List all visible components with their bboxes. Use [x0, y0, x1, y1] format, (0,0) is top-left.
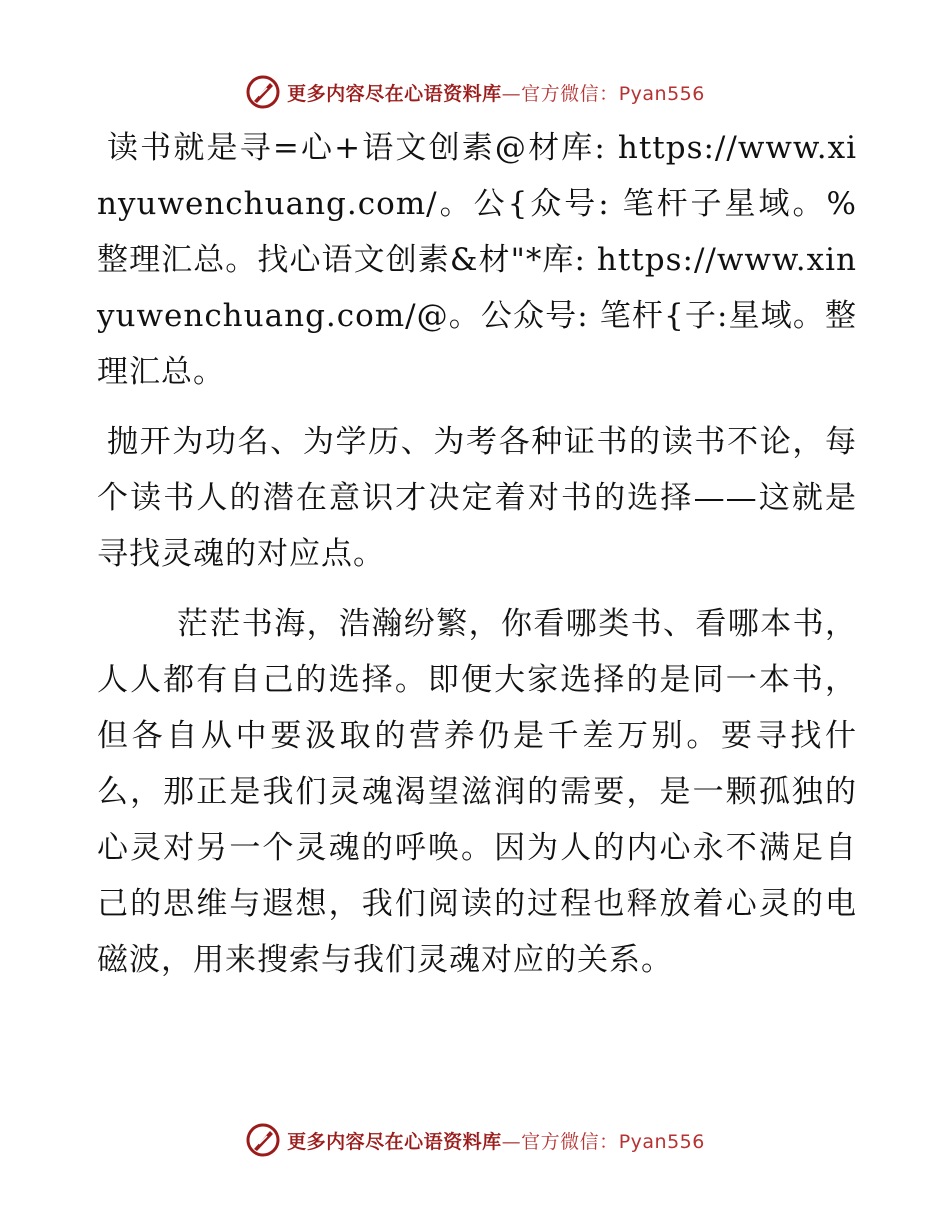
banner-dash: — [501, 1130, 522, 1153]
paragraph-1: 读书就是寻=心+语文创素@材库: https://www.xinyuwenchuang.com/。公{众号: 笔杆子星域。%整理汇总。找心语文创素&材"*库: https://www.xinyuwenchuang.com/@。公众号: 笔杆{子:星域。整理汇总。 [97, 130, 857, 390]
wechat-id: Pyan556 [618, 1130, 705, 1153]
banner-text [287, 1127, 705, 1154]
paragraph-2: 抛开为功名、为学历、为考各种证书的读书不论，每个读书人的潜在意识才决定着对书的选择——这就是寻找灵魂的对应点。 [97, 424, 857, 572]
wechat-label: 官方微信： [521, 82, 619, 105]
red-quill-logo-icon [245, 74, 281, 110]
wechat-label: 官方微信： [521, 1130, 619, 1153]
document-body [97, 120, 857, 1002]
site-text: 更多内容尽在心语资料库 [287, 82, 502, 105]
header-banner [0, 72, 950, 112]
banner-dash: — [501, 82, 522, 105]
banner-text [287, 79, 705, 106]
site-text: 更多内容尽在心语资料库 [287, 1130, 502, 1153]
footer-banner [0, 1120, 950, 1160]
wechat-id: Pyan556 [618, 82, 705, 105]
paragraph-3: 茫茫书海，浩瀚纷繁，你看哪类书、看哪本书，人人都有自己的选择。即便大家选择的是同一本书，但各自从中要汲取的营养仍是千差万别。要寻找什么，那正是我们灵魂渴望滋润的需要，是一颗孤独的心灵对另一个灵魂的呼唤。因为人的内心永不满足自己的思维与遐想，我们阅读的过程也释放着心灵的电磁波，用来搜索与我们灵魂对应的关系。 [97, 606, 857, 978]
red-quill-logo-icon [245, 1122, 281, 1158]
